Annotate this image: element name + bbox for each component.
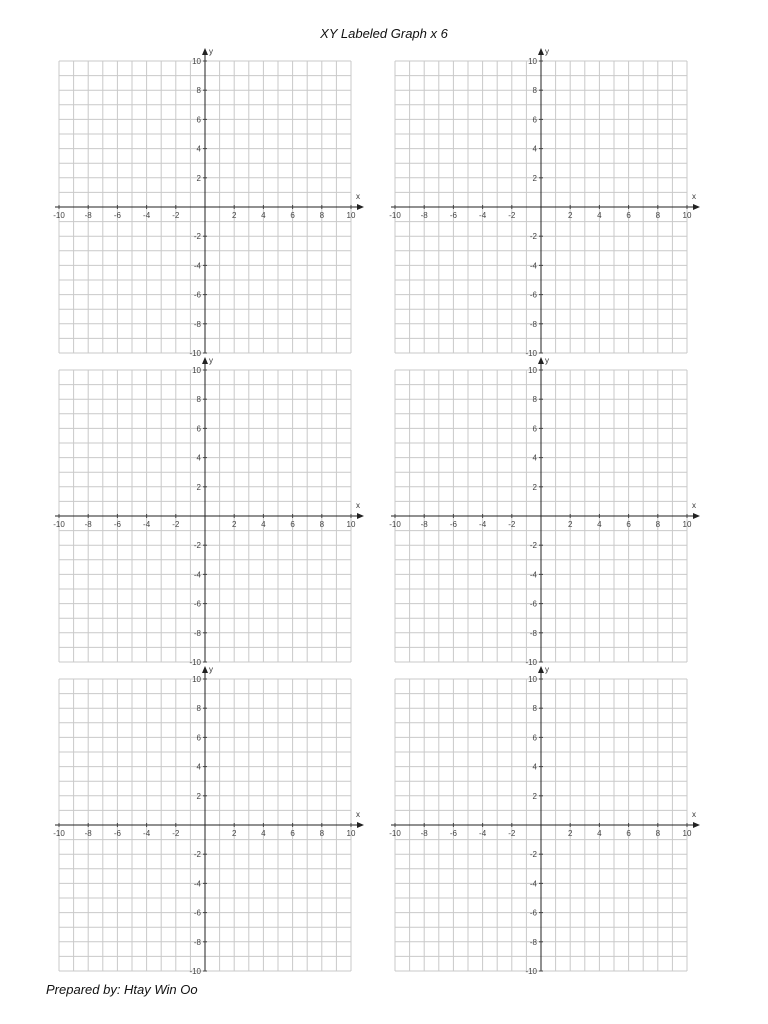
- y-tick-label: -8: [193, 319, 201, 329]
- x-tick-label: -6: [113, 211, 121, 220]
- y-tick-label: 8: [196, 86, 201, 96]
- y-tick-label: -6: [193, 599, 201, 609]
- y-tick-label: 2: [196, 791, 201, 801]
- x-tick-label: -6: [113, 520, 121, 529]
- x-tick-label: -8: [420, 829, 428, 838]
- x-axis-label: x: [356, 501, 360, 510]
- graph-2: [389, 47, 700, 358]
- x-axis-arrow-icon: [693, 822, 700, 828]
- x-axis-label: x: [692, 810, 696, 819]
- x-tick-label: -2: [508, 829, 516, 838]
- y-tick-label: -8: [193, 628, 201, 638]
- y-axis-label: y: [545, 47, 549, 56]
- x-tick-label: -10: [389, 829, 401, 838]
- y-tick-label: 2: [532, 173, 537, 183]
- x-tick-label: -8: [84, 211, 92, 220]
- x-tick-label: 4: [597, 211, 602, 220]
- x-tick-label: 8: [655, 211, 661, 220]
- y-tick-label: -2: [529, 850, 537, 860]
- page-title: XY Labeled Graph x 6: [320, 26, 448, 41]
- y-tick-label: -4: [529, 261, 537, 271]
- y-tick-label: 4: [196, 453, 201, 463]
- y-tick-label: 6: [532, 424, 537, 434]
- y-tick-label: 6: [196, 424, 201, 434]
- x-tick-label: -6: [449, 211, 457, 220]
- x-tick-label: -6: [113, 829, 121, 838]
- author-credit: Prepared by: Htay Win Oo: [46, 982, 198, 997]
- y-tick-label: -8: [529, 628, 537, 638]
- y-tick-label: -10: [525, 967, 537, 976]
- y-tick-label: 8: [196, 395, 201, 405]
- y-tick-label: 4: [196, 762, 201, 772]
- x-tick-label: 10: [682, 520, 692, 529]
- y-tick-label: -4: [193, 570, 201, 580]
- y-tick-label: 4: [532, 453, 537, 463]
- x-tick-label: 6: [626, 520, 631, 529]
- x-tick-label: 6: [626, 829, 631, 838]
- x-tick-label: -10: [389, 211, 401, 220]
- y-tick-label: 10: [192, 57, 201, 66]
- y-tick-label: -10: [189, 349, 201, 358]
- y-tick-label: 10: [528, 57, 537, 66]
- y-tick-label: 2: [196, 173, 201, 183]
- y-tick-label: 8: [196, 704, 201, 714]
- y-tick-label: 6: [196, 115, 201, 125]
- x-tick-label: -4: [143, 520, 151, 529]
- y-tick-label: 8: [532, 395, 537, 405]
- x-tick-label: 10: [346, 211, 356, 220]
- y-tick-label: -8: [529, 319, 537, 329]
- y-axis-arrow-icon: [202, 48, 208, 55]
- x-tick-label: -10: [53, 211, 65, 220]
- y-tick-label: -2: [193, 850, 201, 860]
- y-tick-label: -4: [193, 261, 201, 271]
- x-tick-label: -8: [420, 520, 428, 529]
- x-tick-label: -4: [143, 211, 151, 220]
- x-axis-arrow-icon: [357, 822, 364, 828]
- x-tick-label: 2: [231, 211, 237, 220]
- y-tick-label: -10: [189, 658, 201, 667]
- y-tick-label: 10: [528, 675, 537, 684]
- x-tick-label: -2: [172, 829, 180, 838]
- y-tick-label: -6: [529, 290, 537, 300]
- x-tick-label: -2: [172, 211, 180, 220]
- y-axis-arrow-icon: [538, 48, 544, 55]
- x-tick-label: 2: [231, 829, 237, 838]
- x-tick-label: -2: [508, 211, 516, 220]
- x-axis-arrow-icon: [357, 513, 364, 519]
- x-tick-label: 8: [655, 520, 661, 529]
- y-tick-label: 4: [196, 144, 201, 154]
- x-tick-label: -8: [84, 520, 92, 529]
- x-tick-label: -10: [389, 520, 401, 529]
- y-tick-label: -10: [525, 349, 537, 358]
- graph-4: [389, 356, 700, 667]
- x-tick-label: 2: [567, 211, 573, 220]
- y-axis-label: y: [545, 665, 549, 674]
- x-tick-label: -4: [143, 829, 151, 838]
- x-tick-label: 8: [319, 211, 325, 220]
- x-tick-label: -2: [508, 520, 516, 529]
- x-tick-label: -8: [84, 829, 92, 838]
- y-tick-label: 6: [532, 115, 537, 125]
- x-tick-label: 8: [655, 829, 661, 838]
- y-tick-label: 8: [532, 704, 537, 714]
- x-tick-label: -10: [53, 520, 65, 529]
- y-tick-label: 4: [532, 762, 537, 772]
- x-tick-label: 8: [319, 829, 325, 838]
- x-tick-label: -10: [53, 829, 65, 838]
- x-tick-label: -6: [449, 829, 457, 838]
- y-axis-label: y: [209, 47, 213, 56]
- x-tick-label: 4: [261, 211, 266, 220]
- y-axis-arrow-icon: [538, 357, 544, 364]
- y-axis-label: y: [545, 356, 549, 365]
- graph-3: [53, 356, 364, 667]
- y-tick-label: 8: [532, 86, 537, 96]
- y-tick-label: -8: [529, 937, 537, 947]
- y-tick-label: -6: [193, 908, 201, 918]
- graph-1: [53, 47, 364, 358]
- x-tick-label: 10: [682, 829, 692, 838]
- y-tick-label: 10: [192, 366, 201, 375]
- x-tick-label: -6: [449, 520, 457, 529]
- x-tick-label: 4: [261, 520, 266, 529]
- x-tick-label: 6: [290, 829, 295, 838]
- x-tick-label: -4: [479, 211, 487, 220]
- y-tick-label: 4: [532, 144, 537, 154]
- x-axis-label: x: [356, 192, 360, 201]
- y-tick-label: -8: [193, 937, 201, 947]
- x-axis-arrow-icon: [693, 513, 700, 519]
- y-tick-label: 2: [532, 791, 537, 801]
- x-tick-label: 10: [346, 829, 356, 838]
- y-tick-label: 2: [196, 482, 201, 492]
- y-tick-label: -4: [529, 570, 537, 580]
- x-axis-arrow-icon: [693, 204, 700, 210]
- x-tick-label: 6: [290, 520, 295, 529]
- y-axis-label: y: [209, 356, 213, 365]
- x-tick-label: 4: [261, 829, 266, 838]
- x-axis-label: x: [692, 192, 696, 201]
- y-tick-label: -2: [193, 541, 201, 551]
- y-tick-label: 10: [528, 366, 537, 375]
- x-tick-label: 10: [682, 211, 692, 220]
- x-tick-label: 10: [346, 520, 356, 529]
- y-tick-label: 2: [532, 482, 537, 492]
- x-tick-label: 6: [290, 211, 295, 220]
- y-tick-label: -2: [529, 541, 537, 551]
- y-tick-label: 6: [196, 733, 201, 743]
- y-axis-label: y: [209, 665, 213, 674]
- x-axis-label: x: [692, 501, 696, 510]
- y-tick-label: -6: [529, 908, 537, 918]
- y-axis-arrow-icon: [202, 666, 208, 673]
- y-axis-arrow-icon: [202, 357, 208, 364]
- y-tick-label: 6: [532, 733, 537, 743]
- y-tick-label: -6: [193, 290, 201, 300]
- y-axis-arrow-icon: [538, 666, 544, 673]
- y-tick-label: -10: [189, 967, 201, 976]
- graph-6: [389, 665, 700, 976]
- x-tick-label: 2: [567, 829, 573, 838]
- y-tick-label: -4: [529, 879, 537, 889]
- y-tick-label: -2: [193, 232, 201, 242]
- y-tick-label: -4: [193, 879, 201, 889]
- y-tick-label: -10: [525, 658, 537, 667]
- y-tick-label: -6: [529, 599, 537, 609]
- x-tick-label: 4: [597, 829, 602, 838]
- x-tick-label: 4: [597, 520, 602, 529]
- x-tick-label: -4: [479, 829, 487, 838]
- x-axis-arrow-icon: [357, 204, 364, 210]
- y-tick-label: -2: [529, 232, 537, 242]
- y-tick-label: 10: [192, 675, 201, 684]
- x-axis-label: x: [356, 810, 360, 819]
- x-tick-label: 8: [319, 520, 325, 529]
- x-tick-label: -8: [420, 211, 428, 220]
- graph-5: [53, 665, 364, 976]
- x-tick-label: 2: [231, 520, 237, 529]
- x-tick-label: -2: [172, 520, 180, 529]
- x-tick-label: 2: [567, 520, 573, 529]
- x-tick-label: 6: [626, 211, 631, 220]
- x-tick-label: -4: [479, 520, 487, 529]
